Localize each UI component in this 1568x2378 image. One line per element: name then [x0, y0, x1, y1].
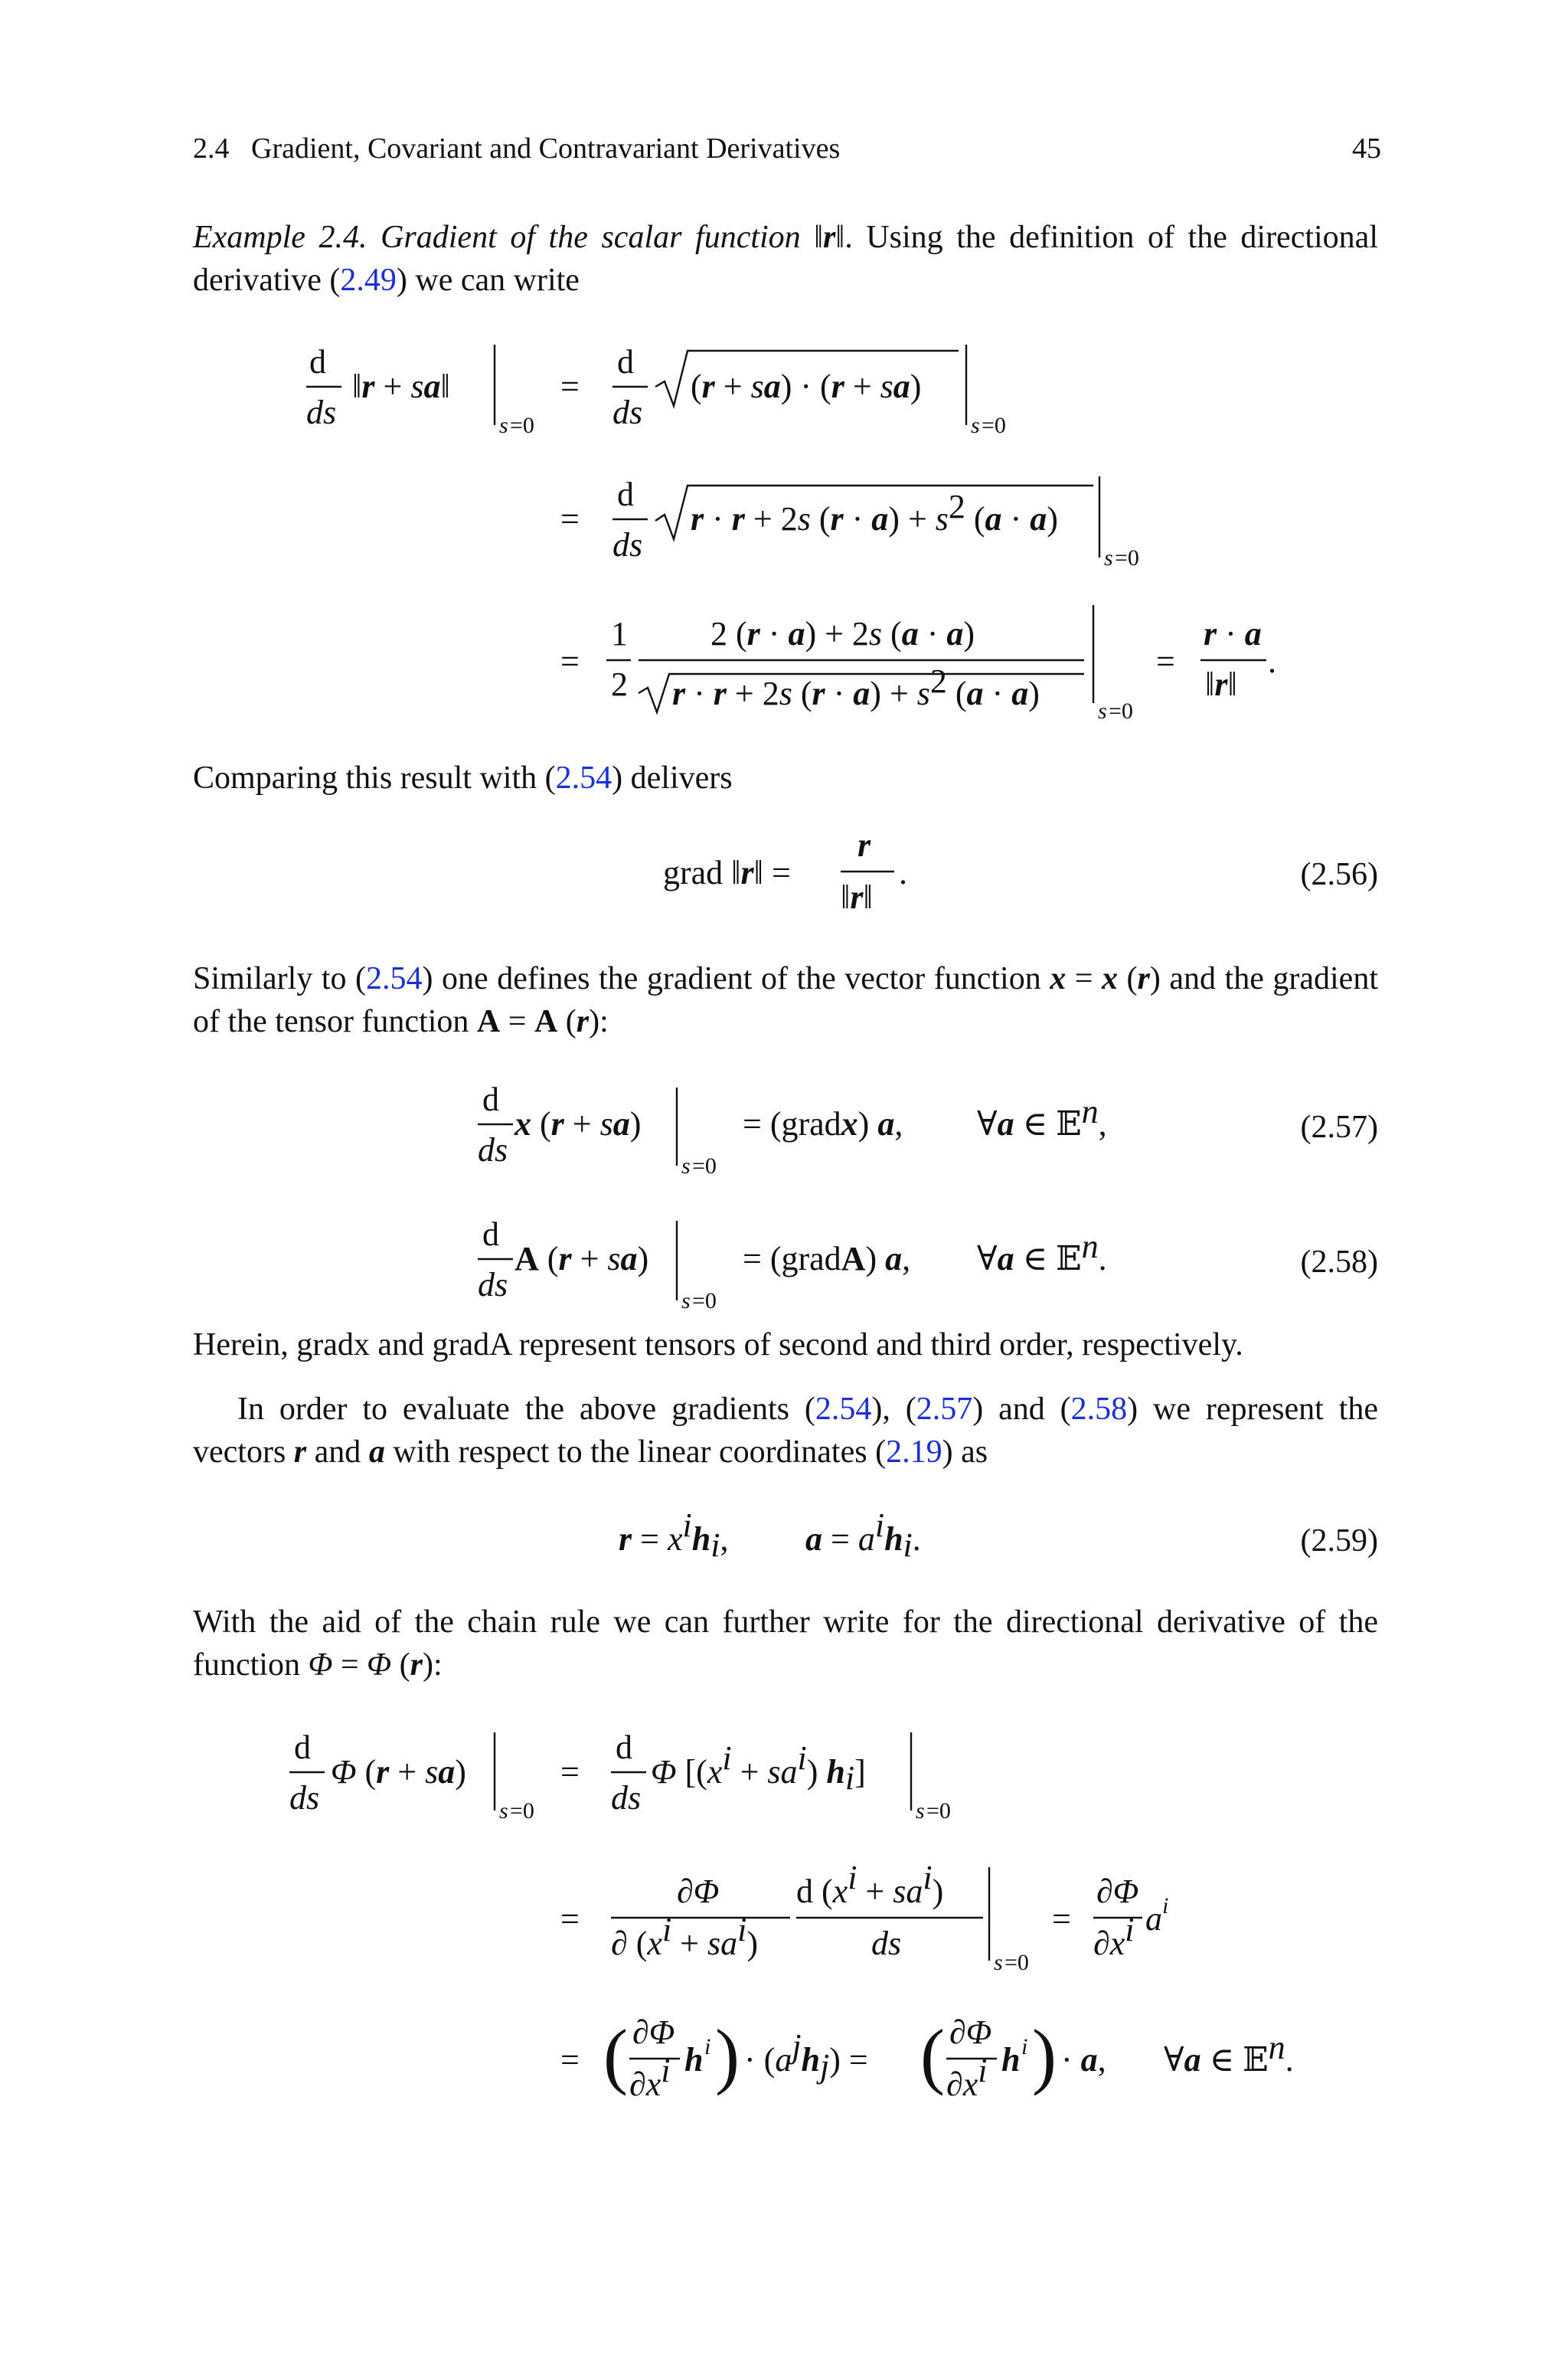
svg-text:grad ‖r‖ =: grad ‖r‖ =: [663, 854, 791, 891]
ref-2-54-link-c[interactable]: 2.54: [815, 1392, 872, 1427]
svg-text:A (r + sa): A (r + sa): [514, 1240, 649, 1277]
order-wrt: with respect to the linear coordinates (: [393, 1434, 887, 1470]
example-paragraph: Example 2.4. Gradient of the scalar function ‖r‖. Using the definition of the directional derivative (2.49) we can write: [193, 220, 1378, 298]
page-number: 45: [1352, 132, 1381, 165]
svg-text:(r + sa) · (r + sa): (r + sa) · (r + sa): [691, 368, 922, 405]
order-paragraph: In order to evaluate the above gradients (2.54), (2.57) and (2.58) we represent the vectors r and a with respect to the linear coordinates (2.19) as: [193, 1392, 1378, 1470]
svg-text:s: s: [499, 413, 508, 438]
equation-number-2-59: (2.59): [1300, 1523, 1378, 1559]
svg-text:x (r + sa): x (r + sa): [514, 1105, 642, 1143]
similarly-mid: ) one defines the gradient of the vector function: [422, 961, 1041, 996]
svg-text:d: d: [482, 1215, 499, 1253]
svg-text:Φ (r + sa): Φ (r + sa): [331, 1753, 466, 1791]
example-label: Example 2.4. Gradient of the scalar function: [193, 220, 801, 255]
svg-text:s: s: [681, 1288, 691, 1313]
svg-text:∂Φ: ∂Φ: [949, 2013, 992, 2051]
svg-text:r · r + 2s (r · a) + s2 (a · a: r · r + 2s (r · a) + s2 (a · a): [672, 662, 1040, 712]
svg-text:=: =: [560, 2041, 580, 2079]
svg-text:=0: =0: [926, 1798, 951, 1824]
svg-text:=0: =0: [1115, 545, 1139, 571]
ref-2-58-link[interactable]: 2.58: [1070, 1392, 1128, 1427]
svg-text:ds: ds: [611, 1779, 642, 1817]
svg-text:=0: =0: [692, 1153, 717, 1179]
svg-text:Φ [(xi + sai) hi]: Φ [(xi + sai) hi]: [651, 1739, 866, 1797]
svg-text:= (gradA) a,: = (gradA) a,: [743, 1240, 911, 1277]
svg-text:s: s: [499, 1798, 508, 1824]
ref-2-49-link[interactable]: 2.49: [340, 263, 397, 298]
svg-text:.: .: [899, 854, 907, 891]
ref-2-19-link[interactable]: 2.19: [886, 1434, 942, 1470]
svg-text:): ): [1032, 2014, 1057, 2096]
svg-text:=0: =0: [1004, 1950, 1029, 1975]
svg-text:r · a: r · a: [1204, 615, 1262, 653]
svg-text:r = xihi,: r = xihi,: [619, 1506, 729, 1564]
ref-2-54-link[interactable]: 2.54: [555, 761, 612, 796]
svg-text:∂xi: ∂xi: [629, 2052, 671, 2103]
equation-number-2-57: (2.57): [1300, 1110, 1378, 1145]
svg-text:ds: ds: [612, 394, 643, 431]
svg-text:∂xi: ∂xi: [1093, 1911, 1135, 1962]
svg-text:(: (: [603, 2014, 628, 2096]
svg-text:∂xi: ∂xi: [946, 2052, 988, 2103]
svg-text:‖r + sa‖: ‖r + sa‖: [352, 368, 450, 405]
svg-text:∂ (xi + sai): ∂ (xi + sai): [611, 1911, 759, 1962]
svg-text:=0: =0: [1109, 698, 1133, 724]
order-text: In order to evaluate the above gradients (: [237, 1392, 815, 1427]
svg-text:s: s: [681, 1153, 691, 1179]
comparing-text: Comparing this result with (: [193, 761, 556, 796]
svg-text:s: s: [1104, 545, 1113, 571]
svg-text:s: s: [971, 413, 980, 438]
svg-text:=: =: [560, 1900, 580, 1938]
svg-text:∀a ∈ 𝔼n,: ∀a ∈ 𝔼n,: [977, 1093, 1107, 1143]
svg-text:d: d: [617, 343, 634, 381]
svg-text:i: i: [704, 2034, 711, 2059]
svg-text:∂Φ: ∂Φ: [677, 1873, 720, 1910]
svg-text:2: 2: [611, 666, 628, 703]
svg-text:d: d: [616, 1729, 632, 1766]
svg-text:=: =: [560, 1753, 580, 1791]
chain-rule-text: With the aid of the chain rule we can further write for the directional derivative of the function: [193, 1604, 1378, 1683]
svg-text:): ): [715, 2014, 740, 2096]
example-end: ) we can write: [396, 263, 580, 298]
svg-text:ds: ds: [478, 1131, 508, 1169]
svg-text:ds: ds: [289, 1779, 320, 1817]
equation-number-2-58: (2.58): [1300, 1245, 1378, 1280]
svg-text:=: =: [1052, 1900, 1071, 1938]
svg-text:d: d: [482, 1081, 499, 1118]
svg-text:∀a ∈ 𝔼n.: ∀a ∈ 𝔼n.: [1164, 2029, 1294, 2079]
similarly-paragraph: Similarly to (2.54) one defines the gradient of the vector function x = x (r) and the gradient of the tensor function A = A (r):: [193, 961, 1378, 1039]
svg-text:=: =: [560, 368, 580, 405]
svg-text:s: s: [994, 1950, 1003, 1975]
svg-text:‖r‖: ‖r‖: [841, 878, 873, 916]
svg-text:ds: ds: [871, 1925, 902, 1962]
svg-text:=: =: [560, 500, 580, 538]
svg-text:2 (r · a) + 2s (a · a): 2 (r · a) + 2s (a · a): [710, 615, 975, 653]
section-title: Gradient, Covariant and Contravariant Derivatives: [251, 132, 841, 165]
svg-text:s: s: [916, 1798, 925, 1824]
section-number: 2.4: [193, 132, 230, 165]
svg-text:s: s: [1098, 698, 1107, 724]
svg-text:d: d: [617, 476, 634, 513]
svg-text:ds: ds: [612, 526, 643, 564]
svg-text:‖r‖: ‖r‖: [1205, 666, 1237, 703]
order-mid: ) we represent the vectors: [193, 1392, 1378, 1470]
comparing-end: ) delivers: [612, 761, 733, 796]
svg-text:ds: ds: [306, 394, 337, 431]
svg-text:ds: ds: [478, 1266, 508, 1303]
svg-text:r: r: [858, 826, 871, 864]
svg-text:.: .: [1268, 643, 1276, 680]
svg-text:=: =: [560, 643, 580, 680]
svg-text:=0: =0: [510, 413, 534, 438]
ref-2-54-link-b[interactable]: 2.54: [366, 961, 423, 996]
svg-text:∀a ∈ 𝔼n.: ∀a ∈ 𝔼n.: [977, 1228, 1107, 1277]
svg-text:= (gradx) a,: = (gradx) a,: [743, 1105, 903, 1143]
example-text: . Using the definition of the directional derivative (: [193, 220, 1378, 298]
order-and: and: [314, 1434, 361, 1470]
svg-text:d: d: [309, 343, 326, 381]
svg-text:d: d: [294, 1729, 311, 1766]
svg-text:=0: =0: [510, 1798, 534, 1824]
svg-text:∂Φ: ∂Φ: [632, 2013, 675, 2051]
equation-number-2-56: (2.56): [1300, 857, 1378, 892]
ref-2-57-link[interactable]: 2.57: [916, 1392, 973, 1427]
similarly-text: Similarly to (: [193, 961, 367, 996]
order-end: ) as: [942, 1434, 988, 1470]
svg-text:a: a: [1145, 1900, 1162, 1938]
svg-text:a = aihi.: a = aihi.: [805, 1506, 921, 1564]
svg-text:(: (: [920, 2014, 945, 2096]
svg-text:d (xi + sai): d (xi + sai): [796, 1859, 944, 1910]
svg-text:1: 1: [611, 615, 628, 653]
svg-text:=: =: [1156, 643, 1175, 680]
svg-text:h: h: [1001, 2041, 1021, 2079]
chain-rule-paragraph: With the aid of the chain rule we can further write for the directional derivative of the function Φ = Φ (r):: [193, 1604, 1378, 1683]
svg-text:=0: =0: [692, 1288, 717, 1313]
svg-text:· (ajhj) =: · (ajhj) =: [744, 2027, 868, 2085]
herein-paragraph: Herein, gradx and gradA represent tensors of second and third order, respectively.: [193, 1327, 1243, 1362]
svg-text:i: i: [1162, 1893, 1169, 1918]
svg-text:∂Φ: ∂Φ: [1096, 1873, 1139, 1910]
svg-text:h: h: [684, 2041, 704, 2079]
svg-text:r · r + 2s (r · a) + s2 (a · a: r · r + 2s (r · a) + s2 (a · a): [691, 488, 1058, 538]
svg-text:=0: =0: [982, 413, 1006, 438]
similarly-and: and the gradient of the tensor function: [193, 961, 1378, 1039]
svg-text:i: i: [1021, 2034, 1028, 2059]
svg-text:· a,: · a,: [1061, 2041, 1106, 2079]
